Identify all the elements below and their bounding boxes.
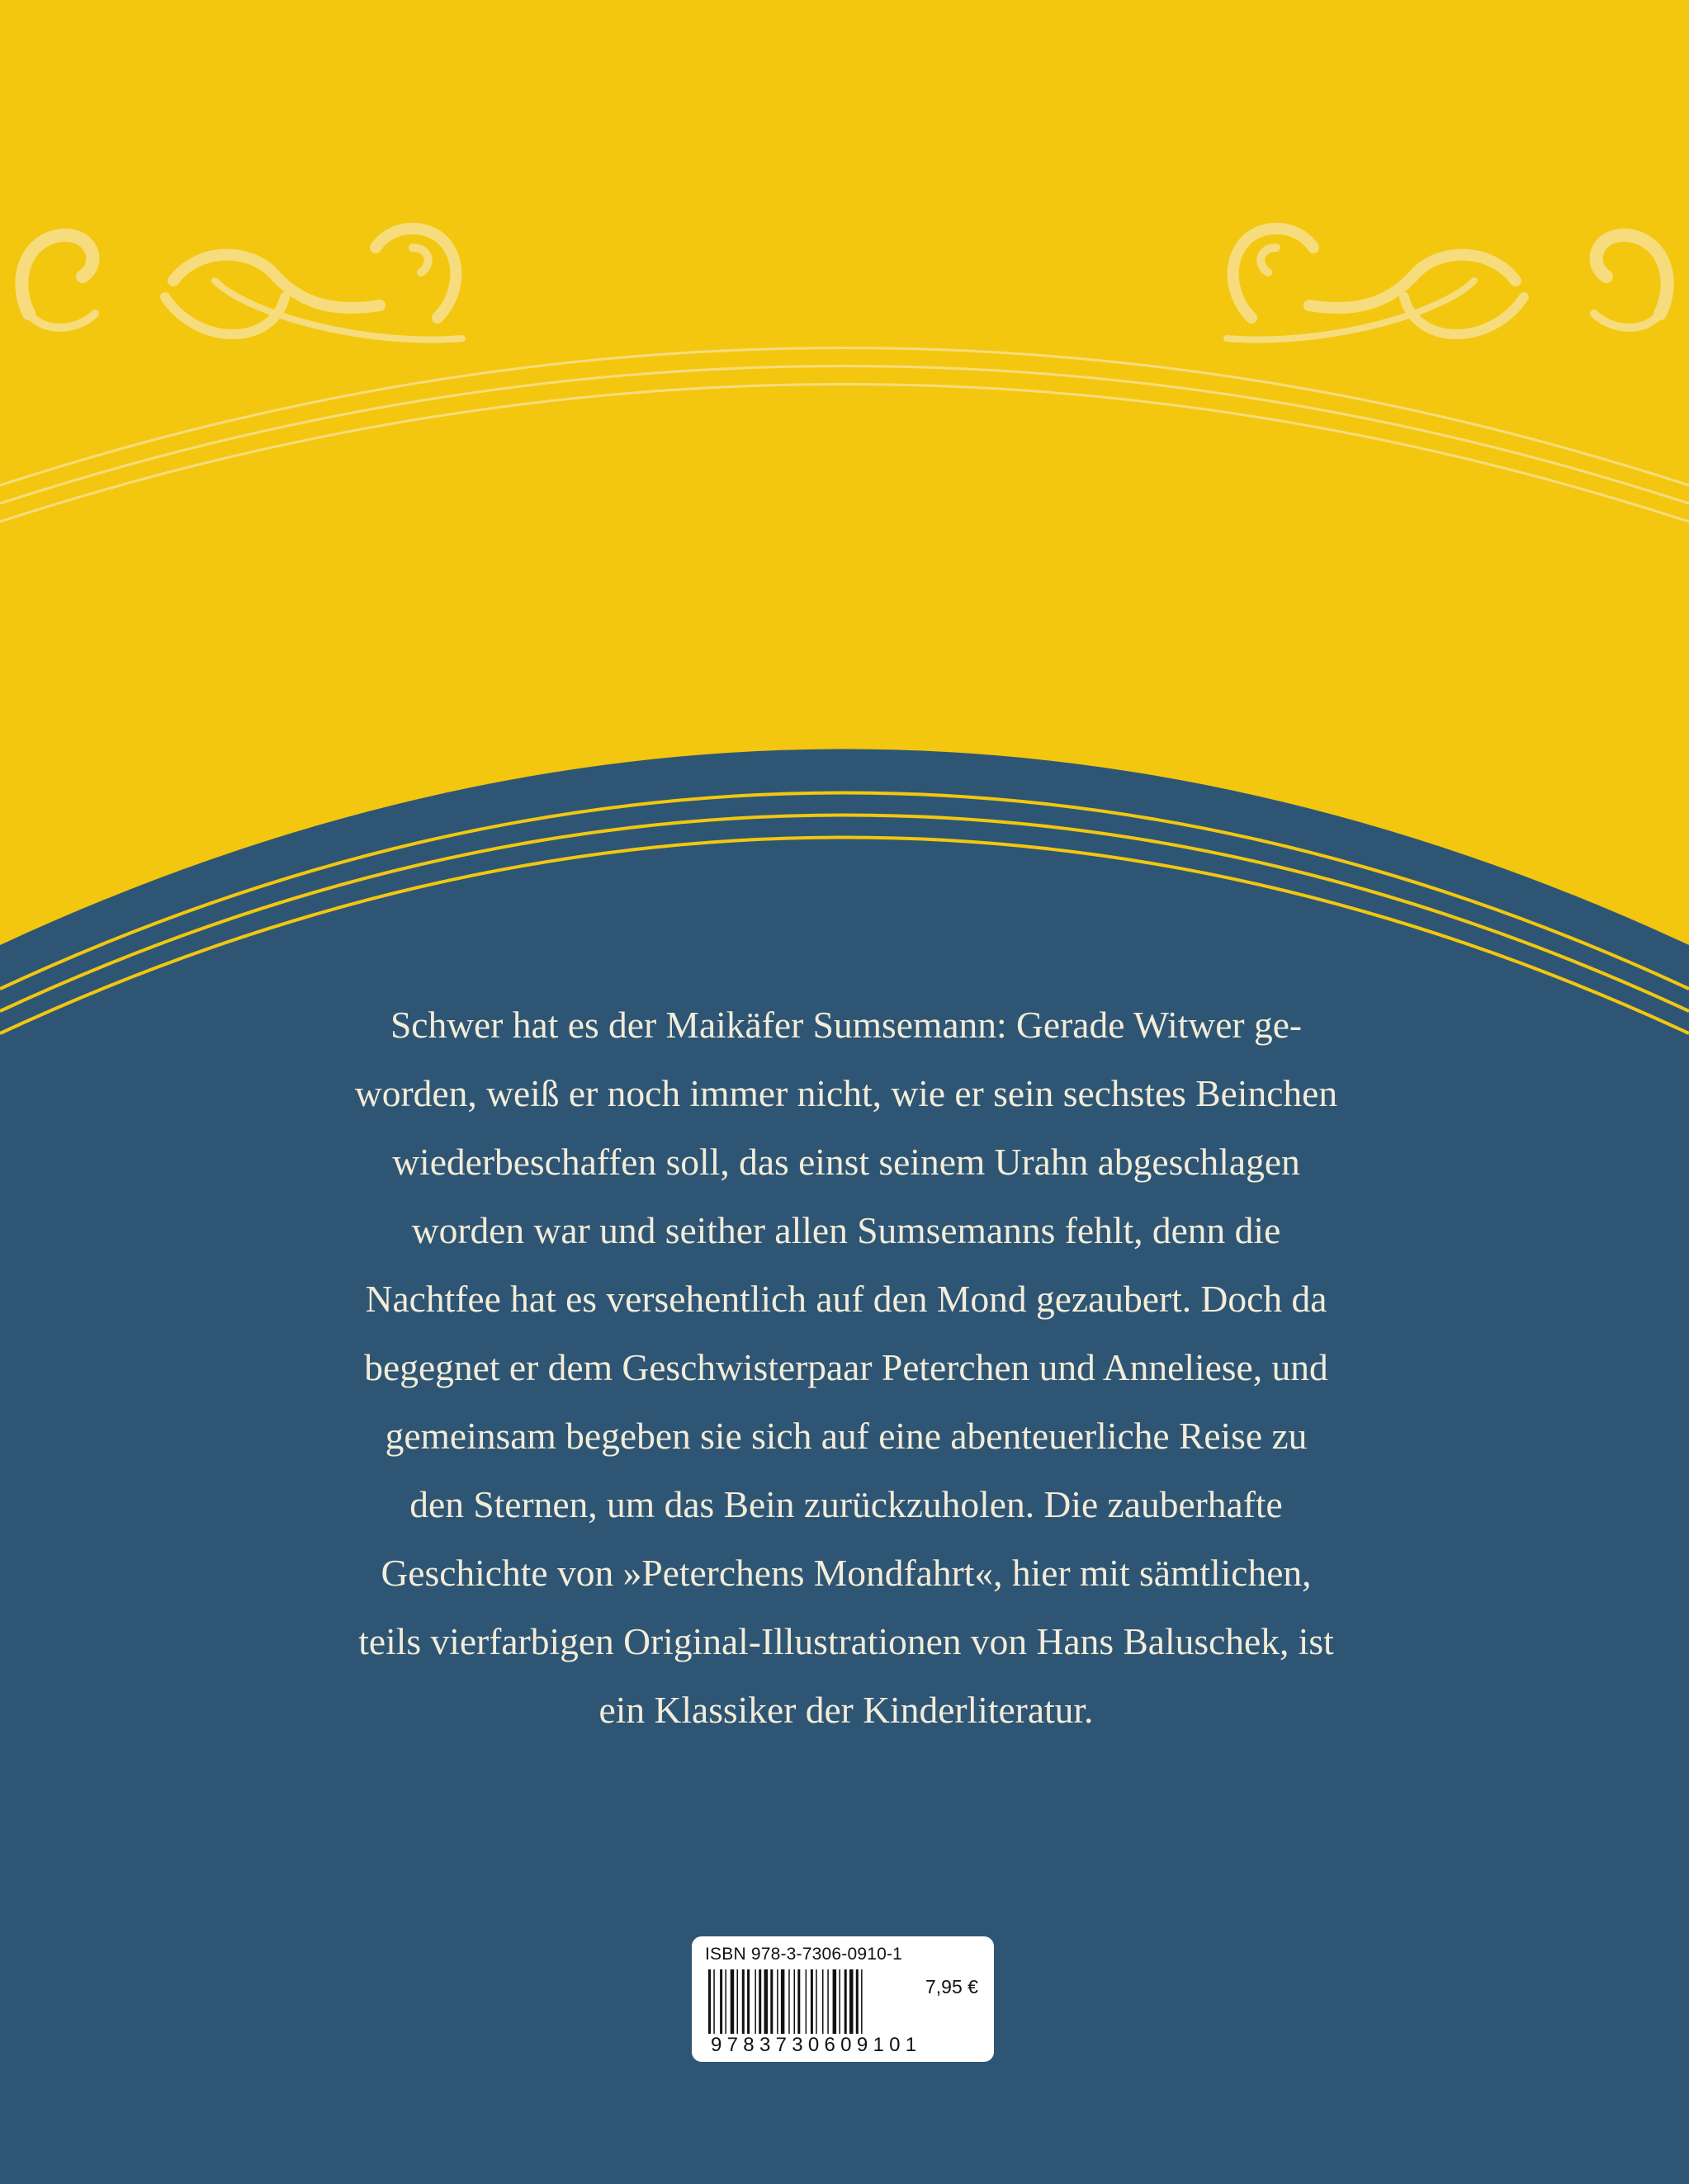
barcode-bar: [827, 1969, 829, 2034]
barcode-bar: [742, 1969, 745, 2034]
barcode-bar: [806, 1969, 807, 2034]
barcode-bar: [811, 1969, 813, 2034]
barcode-bar: [747, 1969, 750, 2034]
barcode-bar: [720, 1969, 722, 2034]
barcode-bar: [833, 1969, 837, 2034]
blurb-line: den Sternen, um das Bein zurückzuholen. Die zauberhafte: [409, 1483, 1283, 1525]
barcode-bar: [816, 1969, 817, 2034]
barcode-bar: [781, 1969, 785, 2034]
blurb-line: worden, weiß er noch immer nicht, wie er sein sechstes Beinchen: [354, 1072, 1338, 1114]
barcode-bar: [849, 1969, 854, 2034]
barcode-bar: [725, 1969, 726, 2034]
barcode-bar: [777, 1969, 778, 2034]
blurb-line: worden war und seither allen Sumsemanns fehlt, denn die: [411, 1209, 1281, 1251]
blurb-line: Geschichte von »Peterchens Mondfahrt«, hier mit sämtlichen,: [381, 1552, 1312, 1594]
barcode-bar: [822, 1969, 824, 2034]
barcode-bar: [839, 1969, 840, 2034]
barcode-label: [692, 1936, 994, 2062]
barcode-bar: [731, 1969, 735, 2034]
blurb-line: begegnet er dem Geschwisterpaar Peterchen und Anneliese, und: [364, 1346, 1328, 1388]
isbn-text: ISBN 978-3-7306-0910-1: [705, 1945, 903, 1964]
price-text: 7,95 €: [925, 1976, 978, 1997]
barcode-bar: [844, 1969, 847, 2034]
barcode-bar: [755, 1969, 756, 2034]
barcode-bar: [764, 1969, 769, 2034]
barcode-bar: [770, 1969, 773, 2034]
blurb-line: Nachtfee hat es versehentlich auf den Mond gezaubert. Doch da: [365, 1278, 1327, 1320]
back-cover-blurb: [281, 990, 1412, 1744]
barcode-bar: [737, 1969, 739, 2034]
blurb-line: teils vierfarbigen Original-Illustrationen von Hans Baluschek, ist: [358, 1620, 1334, 1662]
blurb-line: ein Klassiker der Kinderliteratur.: [598, 1689, 1094, 1731]
blurb-line: wiederbeschaffen soll, das einst seinem Urahn abgeschlagen: [392, 1141, 1300, 1183]
barcode-bar: [759, 1969, 761, 2034]
barcode-bar: [797, 1969, 800, 2034]
blurb-line: gemeinsam begeben sie sich auf eine abenteuerliche Reise zu: [385, 1415, 1308, 1457]
ean-digits: 9783730609101: [708, 2034, 925, 2057]
blurb-line: Schwer hat es der Maikäfer Sumsemann: Gerade Witwer ge-: [390, 1004, 1303, 1046]
